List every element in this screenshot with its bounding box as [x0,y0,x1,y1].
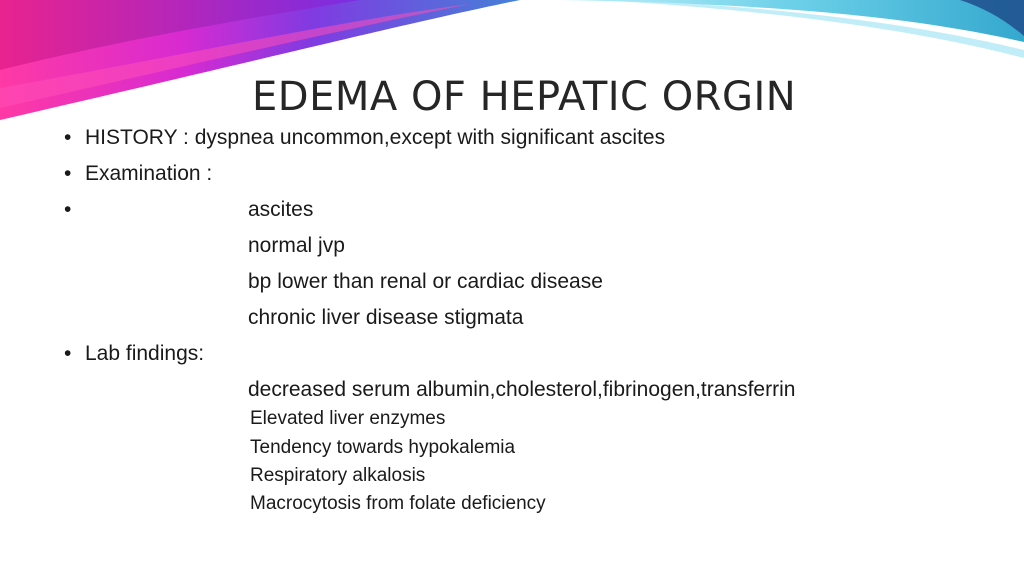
exam-item-bp: bp lower than renal or cardiac disease [248,270,603,293]
slide-title: EDEMA OF HEPATIC ORGIN [252,74,797,120]
lab-item-enzymes: Elevated liver enzymes [250,408,446,429]
bullet-history: • [64,126,72,149]
lab-item-serum: decreased serum albumin,cholesterol,fibrinogen,transferrin [248,378,796,401]
history-text: HISTORY : dyspnea uncommon,except with significant ascites [85,126,666,149]
bullet-examination: • [64,162,72,185]
examination-label: Examination : [85,162,213,185]
bullet-lab: • [64,342,72,365]
lab-item-macrocytosis: Macrocytosis from folate deficiency [250,493,546,514]
bullet-examination-items: • [64,198,72,221]
exam-item-ascites: ascites [248,198,314,221]
lab-item-hypokalemia: Tendency towards hypokalemia [250,437,516,458]
lab-label: Lab findings: [85,342,205,365]
lab-item-alkalosis: Respiratory alkalosis [250,465,426,486]
exam-item-stigmata: chronic liver disease stigmata [248,306,524,329]
exam-item-jvp: normal jvp [248,234,345,257]
